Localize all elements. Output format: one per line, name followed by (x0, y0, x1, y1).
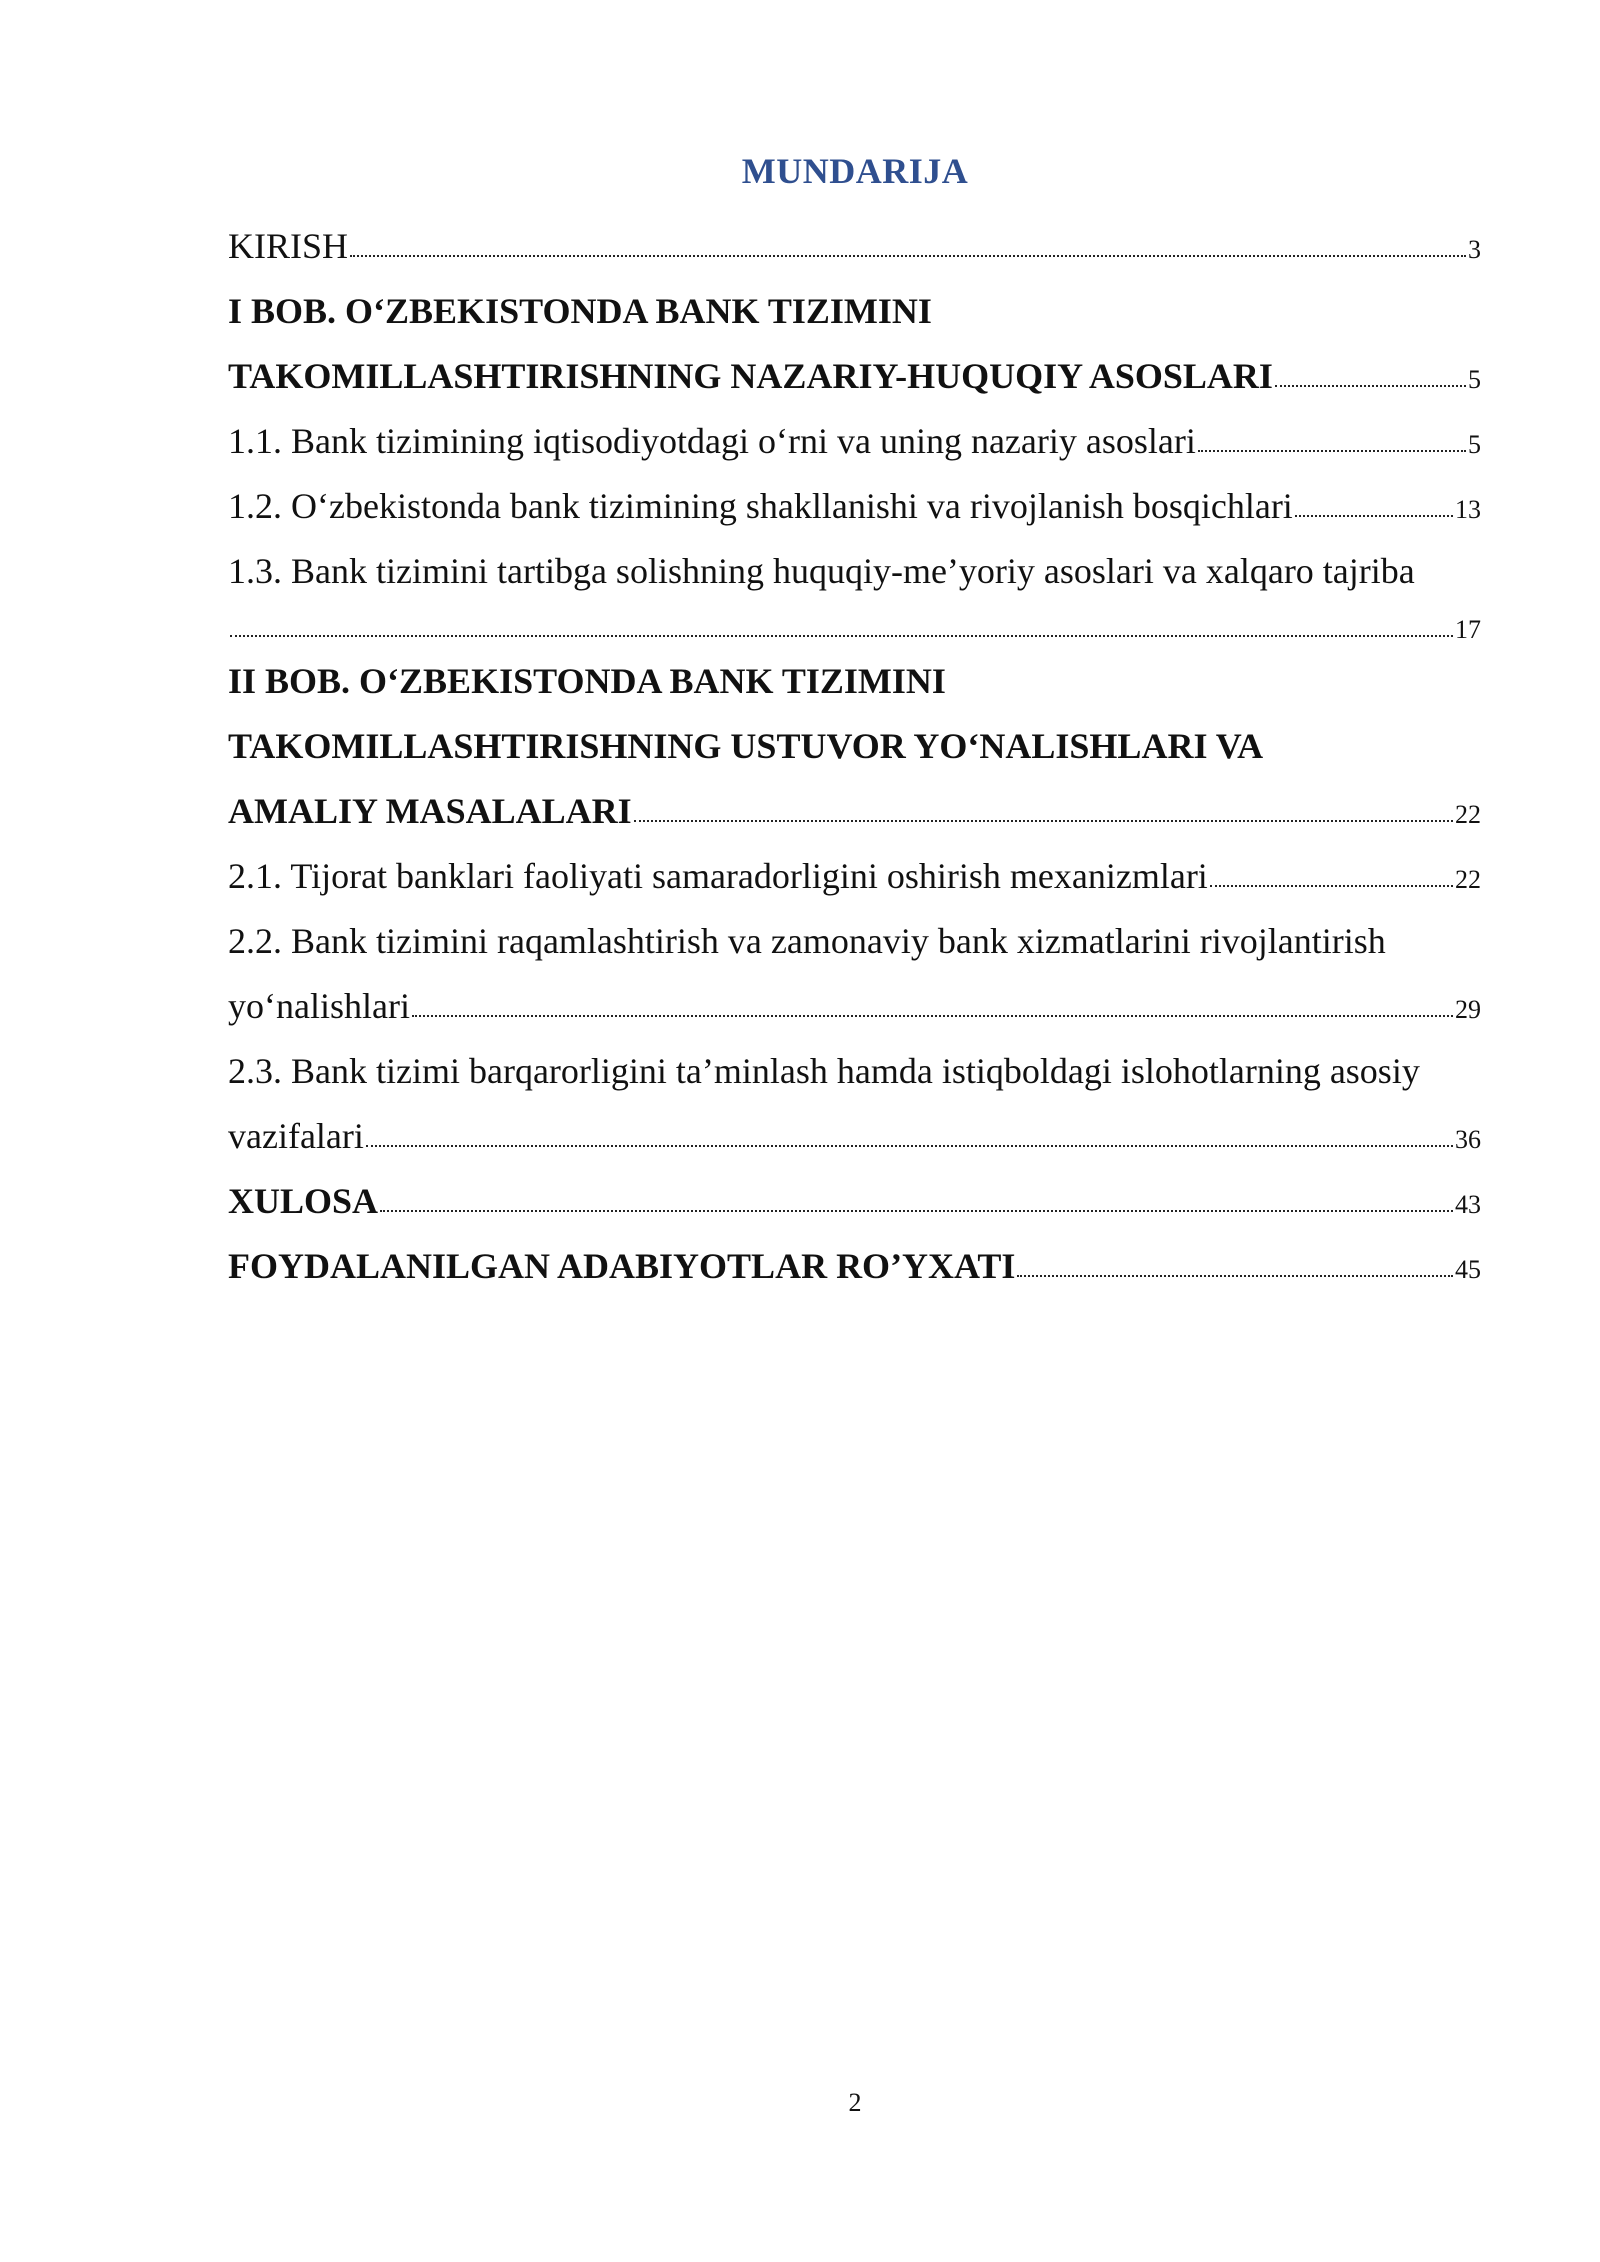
dot-leader (412, 1015, 1453, 1017)
dot-leader (1198, 450, 1466, 452)
toc-section-1-1[interactable] (228, 405, 1481, 465)
toc-entry-page: 45 (1455, 1255, 1481, 1284)
toc-entry-page: 36 (1455, 1125, 1481, 1154)
toc-entry-page: 22 (1455, 865, 1481, 894)
toc-section-2-2[interactable] (228, 905, 1481, 965)
dot-leader (634, 820, 1453, 822)
toc-entry-text: 1.2. O‘zbekistonda bank tizimining shakllanishi va rivojlanish bosqichlari (228, 486, 1293, 526)
dot-leader (1017, 1275, 1453, 1277)
toc-entry-text: II BOB. O‘ZBEKISTONDA BANK TIZIMINI (228, 661, 946, 701)
toc-section-2-1[interactable] (228, 840, 1481, 900)
toc-section-2-3[interactable] (228, 1035, 1481, 1095)
toc-entry-text: 1.3. Bank tizimini tartibga solishning huquqiy-me’yoriy asoslari va xalqaro tajriba (228, 551, 1415, 591)
toc-chapter-2-heading-cont-2[interactable] (228, 775, 1481, 835)
toc-entry-page: 13 (1455, 495, 1481, 524)
toc-entry-text: 2.3. Bank tizimi barqarorligini ta’minlash hamda istiqboldagi islohotlarning asosiy (228, 1051, 1420, 1091)
dot-leader (230, 635, 1453, 637)
toc-entry-text: yo‘nalishlari (228, 986, 410, 1026)
dot-leader (1275, 385, 1466, 387)
toc-entry-text: I BOB. O‘ZBEKISTONDA BANK TIZIMINI (228, 291, 932, 331)
toc-entry-text: FOYDALANILGAN ADABIYOTLAR RO’YXATI (228, 1246, 1016, 1286)
toc-entry-kirish[interactable] (228, 210, 1481, 270)
toc-entry-text: 2.1. Tijorat banklari faoliyati samaradorligini oshirish mexanizmlari (228, 856, 1208, 896)
toc-entry-page: 5 (1468, 365, 1481, 394)
toc-entry-text: 2.2. Bank tizimini raqamlashtirish va zamonaviy bank xizmatlarini rivojlantirish (228, 921, 1386, 961)
toc-title: MUNDARIJA (741, 151, 969, 191)
toc-entry-page: 17 (1455, 615, 1481, 644)
toc-section-2-3-cont[interactable] (228, 1100, 1481, 1160)
dot-leader (366, 1145, 1453, 1147)
toc-entry-references[interactable] (228, 1230, 1481, 1290)
toc-section-2-2-cont[interactable] (228, 970, 1481, 1030)
toc-entry-text: AMALIY MASALALARI (228, 791, 632, 831)
toc-entry-xulosa[interactable] (228, 1165, 1481, 1225)
dot-leader (350, 255, 1466, 257)
toc-entry-text: vazifalari (228, 1116, 364, 1156)
toc-entry-text: 1.1. Bank tizimining iqtisodiyotdagi o‘rni va uning nazariy asoslari (228, 421, 1196, 461)
dot-leader (380, 1210, 1453, 1212)
toc-entry-page: 3 (1468, 235, 1481, 264)
toc-entry-page: 5 (1468, 430, 1481, 459)
toc-chapter-1-heading-cont[interactable] (228, 340, 1481, 400)
page-number: 2 (848, 2088, 862, 2117)
toc-chapter-1-heading[interactable] (228, 275, 1481, 335)
toc-section-1-3-cont[interactable] (228, 590, 1481, 650)
toc-section-1-3[interactable] (228, 535, 1481, 595)
toc-entry-page: 29 (1455, 995, 1481, 1024)
toc-entry-page: 43 (1455, 1190, 1481, 1219)
toc-entry-text: XULOSA (228, 1181, 379, 1221)
toc-entry-text: KIRISH (228, 226, 349, 266)
dot-leader (1210, 885, 1453, 887)
dot-leader (1295, 515, 1453, 517)
toc-entry-text: TAKOMILLASHTIRISHNING NAZARIY-HUQUQIY ASOSLARI (228, 356, 1273, 396)
toc-entry-text: TAKOMILLASHTIRISHNING USTUVOR YO‘NALISHLARI VA (228, 726, 1264, 766)
toc-section-1-2[interactable] (228, 470, 1481, 530)
toc-entry-page: 22 (1455, 800, 1481, 829)
toc-chapter-2-heading-cont[interactable] (228, 710, 1481, 770)
toc-chapter-2-heading[interactable] (228, 645, 1481, 705)
